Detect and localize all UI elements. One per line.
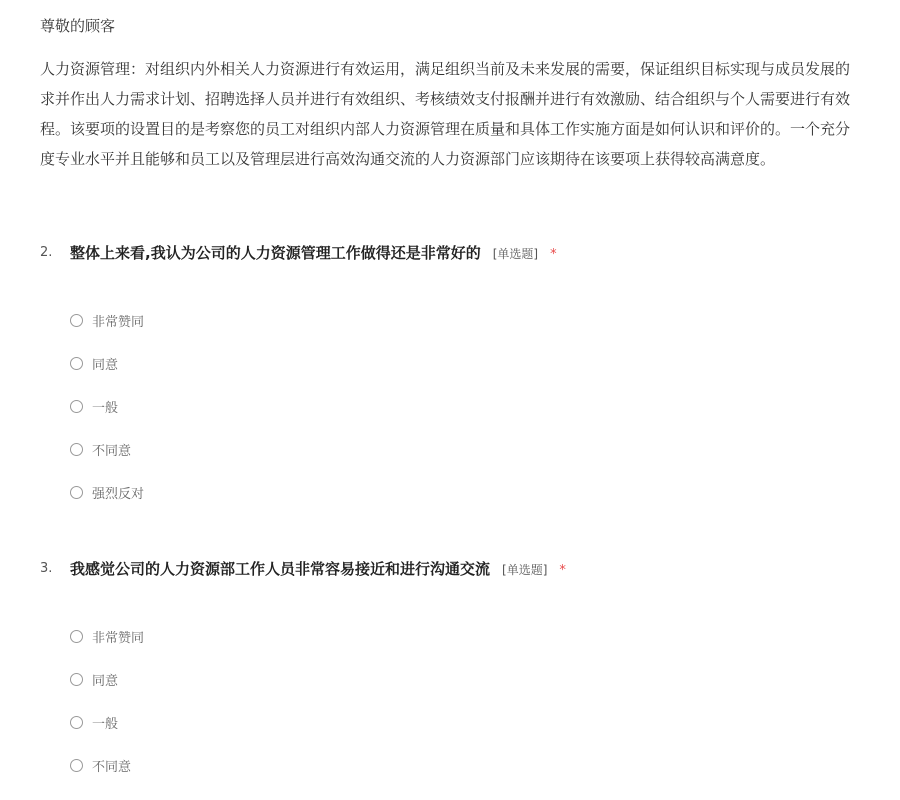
question-2	[40, 241, 900, 502]
option-disagree[interactable]	[70, 744, 144, 787]
option-label: 不同意	[92, 760, 132, 775]
option-neutral[interactable]	[70, 385, 144, 428]
option-strongly-disagree[interactable]	[70, 471, 144, 514]
question-title	[70, 557, 566, 583]
radio-button[interactable]	[70, 630, 83, 643]
option-neutral[interactable]	[70, 701, 144, 744]
option-list	[70, 615, 144, 787]
option-strongly-agree[interactable]	[70, 615, 144, 658]
option-strongly-agree[interactable]	[70, 299, 144, 342]
option-label: 同意	[92, 674, 119, 689]
option-agree[interactable]	[70, 658, 144, 701]
radio-button[interactable]	[70, 400, 83, 413]
option-label: 同意	[92, 358, 119, 373]
radio-button[interactable]	[70, 486, 83, 499]
greeting-text: 尊敬的顾客	[40, 17, 116, 35]
radio-button[interactable]	[70, 314, 83, 327]
option-label: 非常赞同	[92, 315, 145, 330]
radio-button[interactable]	[70, 759, 83, 772]
radio-button[interactable]	[70, 673, 83, 686]
radio-button[interactable]	[70, 443, 83, 456]
question-3	[40, 557, 900, 775]
option-label: 不同意	[92, 444, 132, 459]
intro-line: 程。该要项的设置目的是考察您的员工对组织内部人力资源管理在质量和具体工作实施方面是如何认识和评价的。一个充分	[40, 120, 851, 138]
question-type-tag: [单选题]	[492, 247, 539, 261]
option-agree[interactable]	[70, 342, 144, 385]
question-number: 3.	[40, 561, 53, 576]
option-label: 非常赞同	[92, 631, 145, 646]
intro-line: 求并作出人力需求计划、招聘选择人员并进行有效组织、考核绩效支付报酬并进行有效激励、结合组织与个人需要进行有效	[40, 90, 851, 108]
option-disagree[interactable]	[70, 428, 144, 471]
radio-button[interactable]	[70, 357, 83, 370]
question-title-text: 整体上来看,我认为公司的人力资源管理工作做得还是非常好的	[70, 244, 481, 262]
required-mark: *	[559, 563, 566, 578]
question-title-text: 我感觉公司的人力资源部工作人员非常容易接近和进行沟通交流	[70, 560, 491, 578]
required-mark: *	[550, 247, 557, 262]
question-title-row	[40, 557, 900, 581]
intro-paragraph	[40, 54, 900, 174]
question-number: 2.	[40, 245, 53, 260]
question-title	[70, 241, 557, 267]
intro-line: 度专业水平并且能够和员工以及管理层进行高效沟通交流的人力资源部门应该期待在该要项上获得较高满意度。	[40, 150, 776, 168]
question-title-row	[40, 241, 900, 265]
option-label: 一般	[92, 717, 119, 732]
radio-button[interactable]	[70, 716, 83, 729]
option-label: 强烈反对	[92, 487, 145, 502]
option-label: 一般	[92, 401, 119, 416]
intro-line: 人力资源管理：对组织内外相关人力资源进行有效运用，满足组织当前及未来发展的需要，保证组织目标实现与成员发展的	[40, 60, 851, 78]
option-list	[70, 299, 144, 514]
question-type-tag: [单选题]	[502, 563, 548, 577]
